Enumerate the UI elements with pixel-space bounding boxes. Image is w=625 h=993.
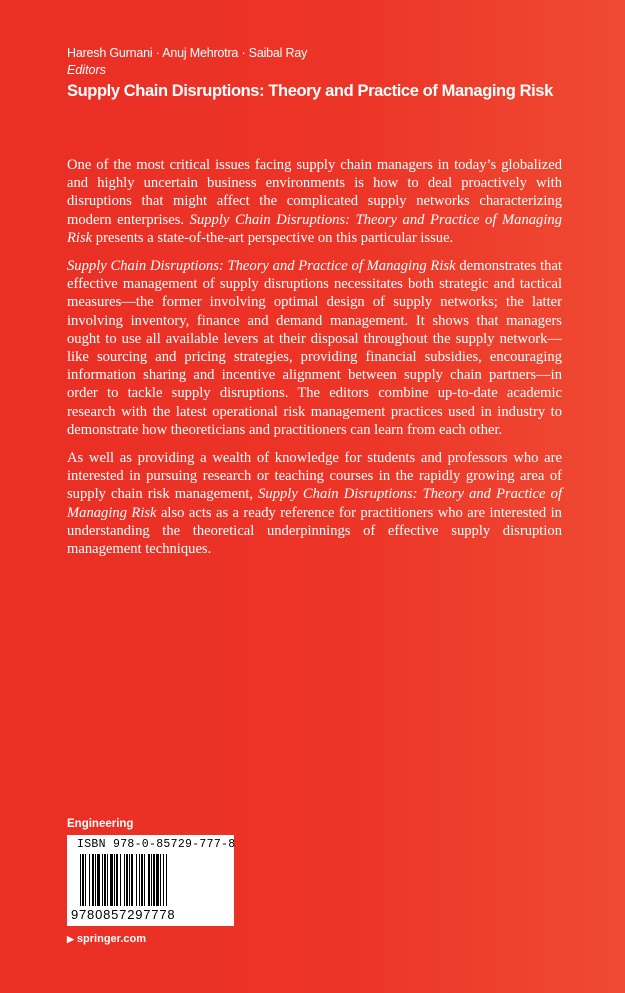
subject-category: Engineering [67, 818, 134, 830]
paragraph-3-text-a: As well as providing a wealth of knowledge for students and professors who are interested in pursuing research or teaching courses in the rapidly growing area of supply chain risk management, [67, 450, 562, 503]
right-triangle-arrow-icon: ▶ [67, 934, 74, 944]
barcode-bar [144, 854, 145, 906]
barcode-bar [85, 854, 86, 906]
paragraph-2-text-a: demonstrates that effective management of supply disruptions necessitates both strategic and tactical measures—the former involving optimal design of supply networks; the latter involving inventory, finance and demand management. It shows that managers ought to use all available levers at their disposal throughout the supply network—like sourcing and pricing strategies, providing financial subsidies, encouraging information sharing and incentive alignment between supply chain partners—in order to tackle supply disruptions. The editors combine up-to-date academic research with the latest operational risk management practices used in industry to demonstrate how theoreticians and practitioners can learn from each other. [67, 258, 563, 438]
paragraph-1-title-italic: Supply Chain Disruptions: Theory and Practice of Managing Risk [67, 211, 562, 246]
barcode-bar [136, 854, 137, 906]
publisher-link[interactable] [67, 933, 146, 945]
barcode-bar [89, 854, 90, 906]
barcode-bar [156, 854, 159, 906]
barcode-bar [153, 854, 155, 906]
isbn-text: ISBN 978-0-85729-777-8 [77, 838, 236, 851]
barcode-bar [131, 854, 133, 906]
barcode-bar [141, 854, 143, 906]
paragraph-1-text-b: presents a state-of-the-art perspective on this particular issue. [92, 229, 454, 246]
paragraph-2-title-italic: Supply Chain Disruptions: Theory and Practice of Managing Risk [67, 258, 456, 275]
barcode-bar [116, 854, 118, 906]
barcode-bar [124, 854, 125, 906]
barcode-bar [80, 854, 81, 906]
barcode-bar [82, 854, 84, 906]
barcode-bar [166, 854, 167, 906]
editors-names: Haresh Gurnani · Anuj Mehrotra · Saibal Ray [67, 46, 308, 60]
barcode-bar [102, 854, 103, 906]
barcode-bar [148, 854, 150, 906]
barcode-bar [92, 854, 94, 906]
description-paragraph-1 [67, 156, 562, 247]
description-paragraph-3 [67, 449, 562, 558]
barcode-bar [163, 854, 164, 906]
book-description [67, 156, 562, 568]
barcode-bar [97, 854, 100, 906]
paragraph-1-text-a: One of the most critical issues facing supply chain managers in today’s globalized and highly uncertain business environments is how to deal proactively with disruptions that might affect the complicated supply networks characterizing modern enterprises. [67, 157, 562, 228]
isbn-barcode [67, 835, 234, 926]
barcode-bar [139, 854, 140, 906]
barcode-bar [114, 854, 115, 906]
barcode-bar [126, 854, 128, 906]
barcode-bar [107, 854, 108, 906]
paragraph-3-title-italic: Supply Chain Disruptions: Theory and Practice of Managing Risk [67, 486, 562, 521]
barcode-bar [120, 854, 121, 906]
barcode-bar [95, 854, 96, 906]
description-paragraph-2 [67, 257, 562, 439]
publisher-url: springer.com [76, 933, 146, 945]
barcode-bar [151, 854, 152, 906]
barcode-number: 9780857297778 [71, 907, 176, 922]
book-title: Supply Chain Disruptions: Theory and Practice of Managing Risk [67, 82, 553, 100]
barcode-bar [160, 854, 161, 906]
editors-role-label: Editors [67, 63, 106, 77]
barcode-bar [104, 854, 106, 906]
barcode-bar [129, 854, 130, 906]
barcode-bar [110, 854, 113, 906]
paragraph-3-text-b: also acts as a ready reference for practitioners who are interested in understanding the theoretical underpinnings of effective supply disruption management techniques. [67, 504, 562, 558]
barcode-bars [80, 854, 226, 906]
